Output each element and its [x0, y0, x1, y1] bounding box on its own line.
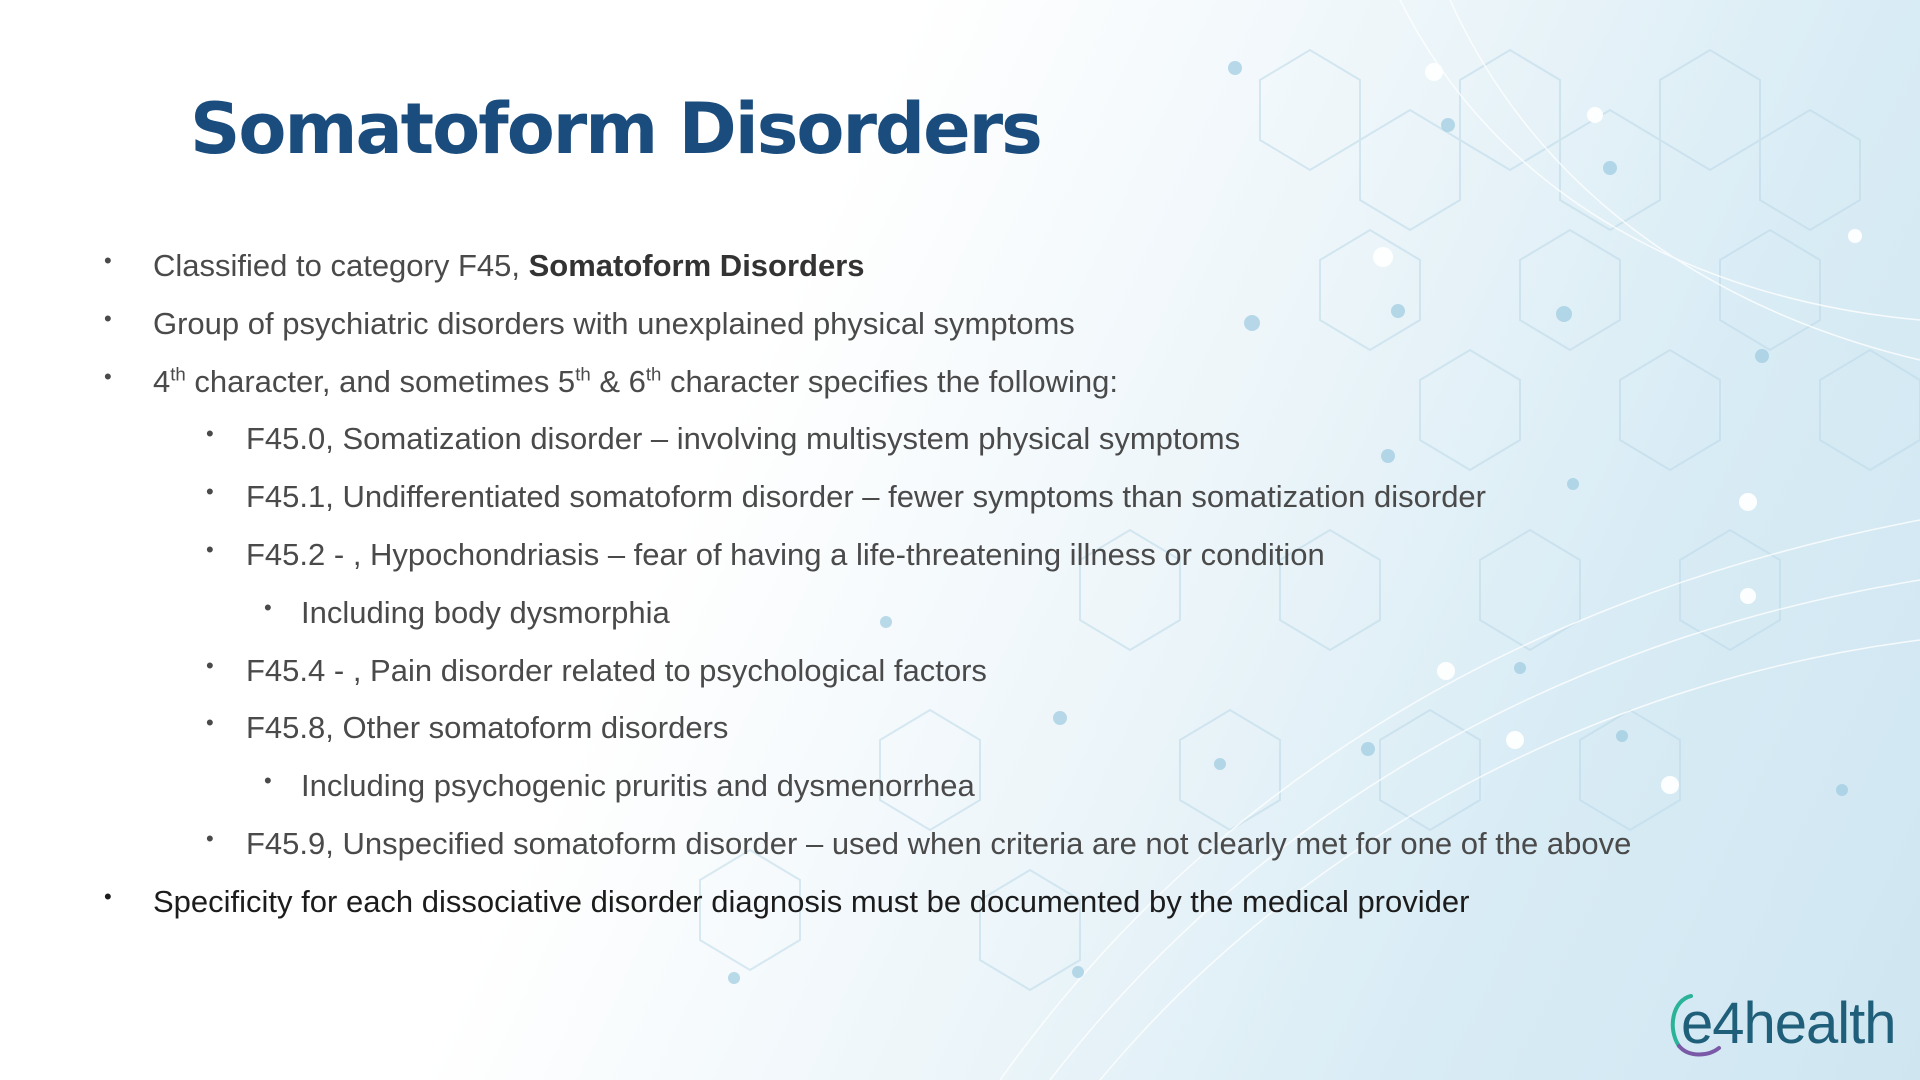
superscript: th: [575, 363, 591, 385]
bullet-text: F45.4 - , Pain disorder related to psychological factors: [246, 652, 987, 688]
sub-bullet-item: [0, 818, 1900, 876]
bullet-list: [0, 240, 1900, 934]
sub-sub-bullet-item: [0, 760, 1900, 818]
bullet-text: F45.1, Undifferentiated somatoform disorder – fewer symptoms than somatization disorder: [246, 479, 1486, 515]
bullet-text: Including body dysmorphia: [301, 594, 670, 630]
sub-bullet-item: [0, 645, 1900, 703]
slide-title: Somatoform Disorders: [190, 88, 1041, 170]
e4health-logo: [1665, 988, 1895, 1060]
bullet-text: Specificity for each dissociative disorder diagnosis must be documented by the medical provider: [153, 883, 1470, 919]
bullet-item: [0, 876, 1900, 934]
bullet-marker: •: [104, 363, 112, 389]
bullet-marker: •: [206, 479, 214, 505]
bullet-marker: •: [206, 652, 214, 678]
bullet-text: F45.2 - , Hypochondriasis – fear of having a life-threatening illness or condition: [246, 536, 1325, 572]
bullet-text: F45.8, Other somatoform disorders: [246, 710, 729, 746]
bullet-text-prefix: Classified to category F45,: [153, 248, 529, 283]
bullet-marker: •: [264, 768, 272, 794]
bullet-text: [153, 248, 865, 284]
bullet-marker: •: [104, 305, 112, 331]
bullet-text-bold: Somatoform Disorders: [528, 248, 865, 283]
text-part: 4: [153, 363, 171, 399]
sub-bullet-item: [0, 413, 1900, 471]
bullet-item: [0, 240, 1900, 298]
logo-text: e4health: [1681, 991, 1896, 1056]
superscript: th: [170, 363, 186, 385]
text-part: & 6: [590, 363, 646, 399]
bullet-marker: •: [206, 710, 214, 736]
bullet-text: F45.0, Somatization disorder – involving multisystem physical symptoms: [246, 421, 1241, 457]
bullet-marker: •: [206, 536, 214, 562]
bullet-marker: •: [206, 825, 214, 851]
bullet-marker: •: [206, 421, 214, 447]
bullet-text: Including psychogenic pruritis and dysmenorrhea: [301, 768, 975, 804]
bullet-marker: •: [104, 248, 112, 273]
bullet-marker: •: [264, 594, 272, 620]
bullet-text: F45.9, Unspecified somatoform disorder – used when criteria are not clearly met for one of the above: [246, 825, 1632, 861]
sub-bullet-item: [0, 702, 1900, 760]
superscript: th: [645, 363, 662, 385]
sub-bullet-item: [0, 471, 1900, 529]
bullet-marker: •: [104, 883, 112, 909]
bullet-item: [0, 356, 1900, 414]
bullet-text: Group of psychiatric disorders with unexplained physical symptoms: [153, 305, 1075, 341]
sub-sub-bullet-item: [0, 587, 1900, 645]
text-part: character, and sometimes 5: [185, 363, 576, 399]
sub-bullet-item: [0, 529, 1900, 587]
bullet-item: [0, 298, 1900, 356]
text-part: character specifies the following:: [661, 363, 1118, 399]
bullet-text: [153, 364, 1118, 400]
